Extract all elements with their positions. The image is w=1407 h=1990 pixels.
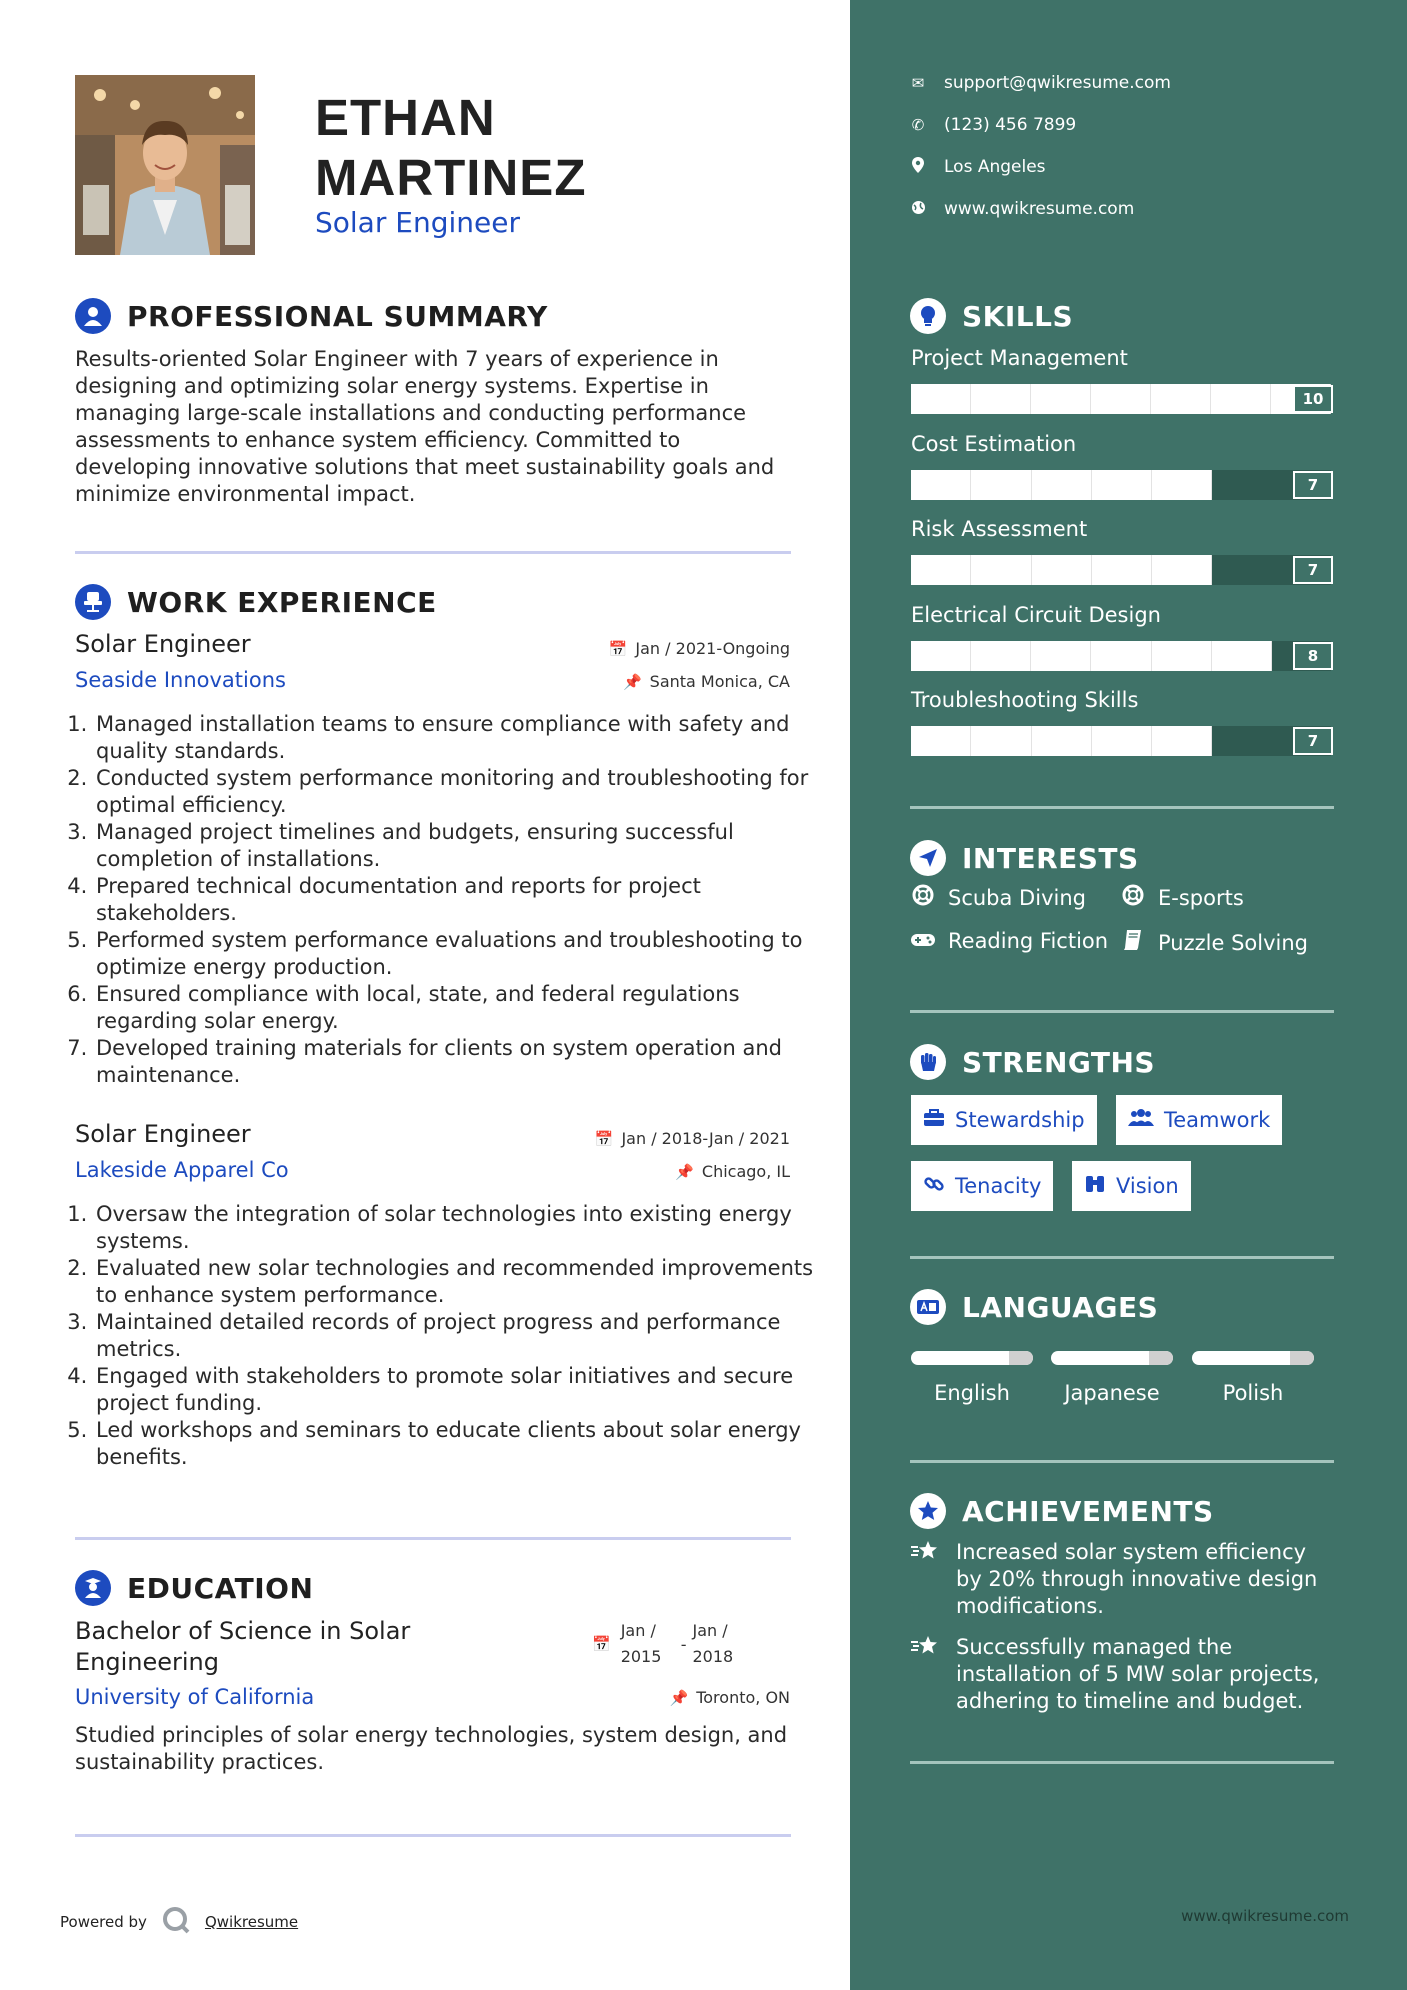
job-2-title: Solar Engineer [75,1120,251,1148]
strength-stewardship [911,1095,1097,1145]
language-level-bar [1051,1351,1173,1365]
strength-label: Teamwork [1164,1108,1271,1132]
summary-heading [75,296,548,336]
divider [910,1010,1334,1013]
summary-text: Results-oriented Solar Engineer with 7 years of experience in designing and optimizing solar energy systems. Expertise in managing large-scale installations and conducting performance assessments to enhance system efficiency. Committed to developing innovative solutions that meet sustainability goals and minimize environmental impact. [75,347,775,506]
summary-title: PROFESSIONAL SUMMARY [127,299,548,333]
skill-bar-segment [971,641,1031,671]
divider [910,1460,1334,1463]
language-level-remainder [1009,1351,1033,1365]
email-text: support@qwikresume.com [944,73,1171,93]
education-end-month: Jan / [692,1621,728,1640]
language-name: English [934,1381,1010,1405]
interests-title: INTERESTS [962,841,1139,875]
strength-vision [1072,1161,1191,1211]
qwikresume-logo-icon [161,1905,191,1939]
experience-heading [75,582,437,622]
list-item: 2. Evaluated new solar technologies and recommended improvements to enhance system performance. [94,1255,824,1309]
languages-heading [910,1287,1158,1327]
contact-website[interactable] [910,199,1134,219]
interest-label: Scuba Diving [948,885,1086,910]
education-description: Studied principles of solar energy technologies, system design, and sustainability practices. [75,1723,788,1774]
interest-label: E-sports [1158,885,1244,910]
interest-scuba-diving [910,884,1086,911]
degree [75,1616,410,1678]
job-1-title: Solar Engineer [75,630,251,658]
job-2-location-text: Chicago, IL [701,1162,790,1181]
skill-bar-segment [1032,726,1092,756]
skill-bar-segment [911,726,971,756]
skill-bar [911,555,1331,585]
degree-line-1: Bachelor of Science in Solar [75,1617,411,1645]
job-2-dates-text: Jan / 2018-Jan / 2021 [621,1129,790,1148]
skill-bar-segment [1091,641,1151,671]
school-name: University of California [75,1685,315,1709]
interest-label: Reading Fiction [948,929,1109,953]
list-item: 5. Led workshops and seminars to educate clients about solar energy benefits. [94,1417,824,1471]
divider [75,1834,791,1837]
achievement-item [910,1634,1336,1715]
skill-name: Project Management [911,346,1128,370]
achievement-item [910,1539,1336,1620]
skill-bar-segment [1212,641,1272,671]
achievements-heading [910,1491,1214,1531]
skill-bar-segment [1152,470,1212,500]
education-location [670,1688,790,1707]
contact-location [910,157,1046,177]
skills-title: SKILLS [962,299,1074,333]
skill-bar-segment [1212,726,1271,756]
job-2-duties [70,1201,824,1471]
chair-icon [75,584,111,620]
education-start [621,1618,673,1670]
list-item: 3. Managed project timelines and budgets, ensuring successful completion of installations. [94,819,824,873]
language-level-bar [911,1351,1033,1365]
skill-bar-segment [1031,384,1091,414]
interest-label: Puzzle Solving [1158,930,1308,955]
education-start-year: 2015 [620,1647,662,1666]
achievement-text: Increased solar system efficiency by 20% through innovative design modifications. [956,1540,1318,1618]
job-title: Solar Engineer [315,206,520,239]
phone-icon: ✆ [911,116,925,134]
powered-by-label: Powered by [60,1913,147,1931]
divider [910,1256,1334,1259]
skill-bar-segment [1092,555,1152,585]
job-2-company: Lakeside Apparel Co [75,1158,289,1182]
languages-title: LANGUAGES [962,1290,1159,1324]
divider [910,1761,1334,1764]
briefcase-icon [923,1108,945,1132]
skill-bar-segment [1152,641,1212,671]
graduate-icon [75,1570,111,1606]
pin-icon: 📌 [622,672,642,691]
profile-photo [75,75,255,255]
strengths-title: STRENGTHS [962,1045,1156,1079]
skill-bar [911,384,1331,414]
skill-bar-segment [1212,470,1271,500]
strength-label: Stewardship [955,1108,1085,1132]
skill-bar-segment [911,555,971,585]
education-dates [592,1618,733,1670]
star-icon [910,1634,944,1715]
skill-bar-segment [1031,641,1091,671]
user-icon [75,298,111,334]
job-1-dates-text: Jan / 2021-Ongoing [635,639,790,658]
skill-name: Electrical Circuit Design [911,602,1161,627]
binoculars-icon [1084,1174,1106,1199]
interests-heading [910,838,1139,878]
skill-name: Risk Assessment [911,517,1088,541]
skill-bar [911,641,1331,671]
skill-bar-segment [1152,555,1212,585]
fist-icon [910,1044,946,1080]
envelope-icon: ✉ [911,74,925,92]
book-icon [1120,929,1146,956]
skill-bar-segment [1092,726,1152,756]
language-icon [910,1289,946,1325]
education-start-month: Jan / [620,1621,656,1640]
education-location-text: Toronto, ON [696,1688,790,1707]
skill-bar-segment [971,470,1031,500]
skill-bar [911,726,1331,756]
contact-phone [910,115,1076,135]
education-date-separator: - [680,1634,687,1654]
powered-by [60,1905,298,1939]
life-ring-icon [910,884,936,911]
calendar-icon: 📅 [608,639,628,658]
job-2-dates [595,1129,790,1148]
list-item: 6. Ensured compliance with local, state, and federal regulations regarding solar energy. [94,981,824,1035]
list-item: 3. Maintained detailed records of project progress and performance metrics. [94,1309,824,1363]
qwikresume-link[interactable]: Qwikresume [204,1913,299,1931]
skill-bar-segment [971,384,1031,414]
pin-icon: 📌 [675,1162,694,1181]
skill-bar-segment [1152,726,1212,756]
strength-teamwork [1116,1095,1282,1145]
skill-name: Cost Estimation [911,431,1077,456]
lightbulb-icon [910,298,946,334]
location-text: Los Angeles [944,157,1046,177]
language-name: Japanese [1064,1381,1160,1405]
list-item: 5. Performed system performance evaluations and troubleshooting to optimize energy production. [94,927,824,981]
link-icon [923,1173,945,1200]
job-1-location [623,672,790,691]
achievement-text: Successfully managed the installation of 5 MW solar projects, adhering to timeline and budget. [956,1635,1320,1713]
candidate-name [315,88,586,208]
education-title: EDUCATION [127,1571,314,1605]
skill-level-badge: 7 [1293,727,1333,755]
list-item: 1. Oversaw the integration of solar technologies into existing energy systems. [94,1201,824,1255]
skills-heading [910,296,1073,336]
star-icon [910,1539,944,1620]
degree-line-2: Engineering [75,1648,219,1676]
skill-level-badge: 10 [1293,385,1333,413]
life-ring-icon [1120,884,1146,911]
first-name: ETHAN [315,89,496,146]
achievements-title: ACHIEVEMENTS [962,1494,1214,1528]
skill-bar-segment [911,641,971,671]
interest-e-sports [1120,884,1244,911]
contact-email[interactable] [910,73,1171,93]
skill-bar-segment [971,555,1031,585]
skill-level-badge: 8 [1293,642,1333,670]
list-item: 1. Managed installation teams to ensure compliance with safety and quality standards. [94,711,824,765]
interest-reading-fiction [910,929,1108,953]
list-item: 7. Developed training materials for clients on system operation and maintenance. [94,1035,824,1089]
skill-bar-segment [971,726,1031,756]
divider [75,551,791,554]
language-level-bar [1192,1351,1314,1365]
language-level-remainder [1290,1351,1314,1365]
skill-level-badge: 7 [1293,471,1333,499]
calendar-icon: 📅 [592,1635,611,1653]
skill-bar [911,470,1331,500]
education-end-year: 2018 [692,1647,734,1666]
footer-website[interactable]: www.qwikresume.com [1181,1907,1349,1925]
strength-tenacity [911,1161,1053,1211]
calendar-icon: 📅 [594,1129,614,1148]
skill-bar-segment [1032,555,1092,585]
education-heading [75,1568,313,1608]
skill-bar-segment [1211,384,1271,414]
job-1-company: Seaside Innovations [75,668,286,692]
list-item: 2. Conducted system performance monitoring and troubleshooting for optimal efficiency. [94,765,824,819]
job-2-location [675,1162,790,1181]
strength-label: Tenacity [955,1174,1042,1198]
map-marker-icon [910,157,926,177]
star-badge-icon [910,1493,946,1529]
language-level-remainder [1149,1351,1173,1365]
strength-label: Vision [1116,1174,1179,1198]
phone-text: (123) 456 7899 [944,115,1077,135]
skill-name: Troubleshooting Skills [911,688,1139,712]
website-text: www.qwikresume.com [944,199,1135,219]
language-name: Polish [1222,1381,1284,1405]
job-1-duties [70,711,824,1089]
skill-bar-segment [911,470,971,500]
list-item: 4. Engaged with stakeholders to promote solar initiatives and secure project funding. [94,1363,824,1417]
divider [75,1537,791,1540]
education-end [692,1618,733,1670]
strengths-heading [910,1042,1155,1082]
experience-title: WORK EXPERIENCE [127,585,437,619]
skill-bar-segment [1032,470,1092,500]
skill-bar-segment [1091,384,1151,414]
globe-icon [910,200,926,219]
skill-bar-segment [1092,470,1152,500]
skill-bar-segment [911,384,971,414]
users-icon [1128,1108,1154,1132]
list-item: 4. Prepared technical documentation and reports for project stakeholders. [94,873,824,927]
interest-puzzle-solving [1120,929,1308,956]
divider [910,806,1334,809]
paper-plane-icon [910,840,946,876]
job-1-location-text: Santa Monica, CA [649,672,790,691]
skill-bar-segment [1151,384,1211,414]
skill-level-badge: 7 [1293,556,1333,584]
pin-icon: 📌 [669,1688,689,1707]
gamepad-icon [910,929,936,953]
job-1-dates [609,639,790,658]
skill-bar-segment [1212,555,1271,585]
last-name: MARTINEZ [315,149,587,206]
